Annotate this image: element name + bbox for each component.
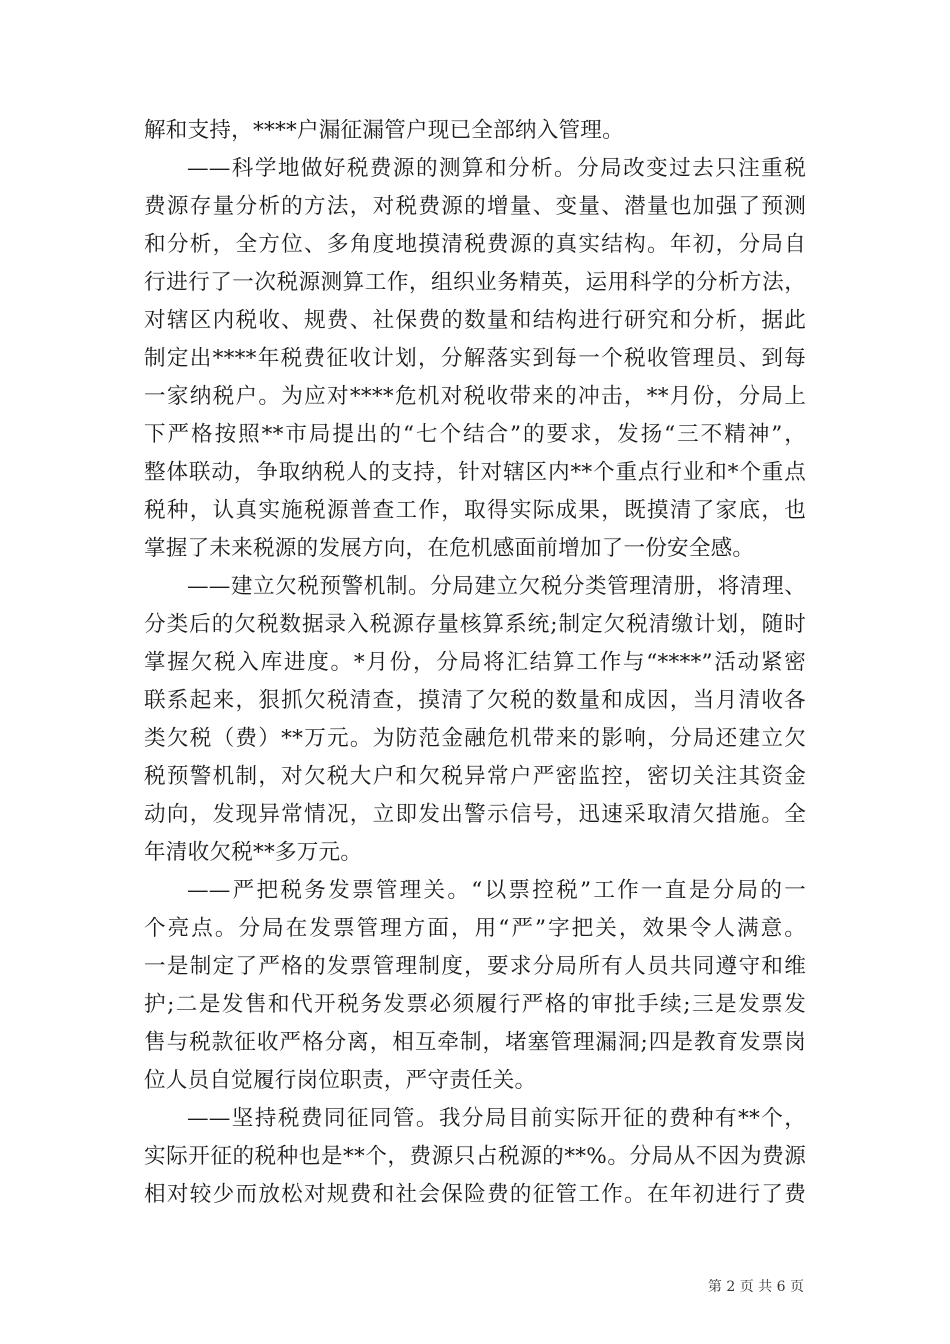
- text-line: 行进行了一次税源测算工作，组织业务精英，运用科学的分析方法，: [144, 270, 806, 295]
- text-line: 掌握了未来税源的发展方向，在危机感面前增加了一份安全感。: [144, 536, 755, 561]
- text-line: 对辖区内税收、规费、社保费的数量和结构进行研究和分析，据此: [144, 308, 806, 333]
- text-line: 税种，认真实施税源普查工作，取得实际成果，既摸清了家底，也: [144, 498, 806, 523]
- paragraph-first-line: ——建立欠税预警机制。分局建立欠税分类管理清册，将清理、: [187, 574, 806, 599]
- text-line: 类欠税（费）**万元。为防范金融危机带来的影响，分局还建立欠: [144, 726, 806, 751]
- text-line: 个亮点。分局在发票管理方面，用“严”字把关，效果令人满意。: [144, 916, 806, 941]
- paragraph-first-line: ——科学地做好税费源的测算和分析。分局改变过去只注重税: [187, 156, 806, 181]
- text-line: 一家纳税户。为应对****危机对税收带来的冲击，**月份，分局上: [144, 384, 806, 409]
- text-line: 和分析，全方位、多角度地摸清税费源的真实结构。年初，分局自: [144, 232, 806, 257]
- text-line: 一是制定了严格的发票管理制度，要求分局所有人员共同遵守和维: [144, 954, 806, 979]
- text-line: 实际开征的税种也是**个，费源只占税源的**%。分局从不因为费源: [144, 1144, 806, 1169]
- paragraph-first-line: ——坚持税费同征同管。我分局目前实际开征的费种有**个，: [187, 1106, 806, 1131]
- text-line: 分类后的欠税数据录入税源存量核算系统;制定欠税清缴计划，随时: [144, 612, 806, 637]
- text-line: 相对较少而放松对规费和社会保险费的征管工作。在年初进行了费: [144, 1182, 806, 1207]
- page-number: 第 2 页 共 6 页: [707, 1279, 804, 1295]
- text-line: 联系起来，狠抓欠税清查，摸清了欠税的数量和成因，当月清收各: [144, 688, 806, 713]
- text-line: 解和支持，****户漏征漏管户现已全部纳入管理。: [144, 118, 624, 143]
- text-line: 年清收欠税**多万元。: [144, 840, 363, 865]
- paragraph-first-line: ——严把税务发票管理关。“以票控税”工作一直是分局的一: [187, 878, 806, 903]
- text-line: 下严格按照**市局提出的“七个结合”的要求，发扬“三不精神”，: [144, 422, 806, 447]
- text-line: 整体联动，争取纳税人的支持，针对辖区内**个重点行业和*个重点: [144, 460, 806, 485]
- text-line: 售与税款征收严格分离，相互牵制，堵塞管理漏洞;四是教育发票岗: [144, 1030, 806, 1055]
- text-line: 税预警机制，对欠税大户和欠税异常户严密监控，密切关注其资金: [144, 764, 806, 789]
- text-line: 护;二是发售和代开税务发票必须履行严格的审批手续;三是发票发: [144, 992, 806, 1017]
- text-line: 位人员自觉履行岗位职责，严守责任关。: [144, 1068, 537, 1093]
- text-line: 制定出****年税费征收计划，分解落实到每一个税收管理员、到每: [144, 346, 806, 371]
- text-line: 掌握欠税入库进度。*月份，分局将汇结算工作与“****”活动紧密: [144, 650, 806, 675]
- text-line: 动向，发现异常情况，立即发出警示信号，迅速采取清欠措施。全: [144, 802, 806, 827]
- body-text: [144, 112, 806, 1214]
- text-line: 费源存量分析的方法，对税费源的增量、变量、潜量也加强了预测: [144, 194, 806, 219]
